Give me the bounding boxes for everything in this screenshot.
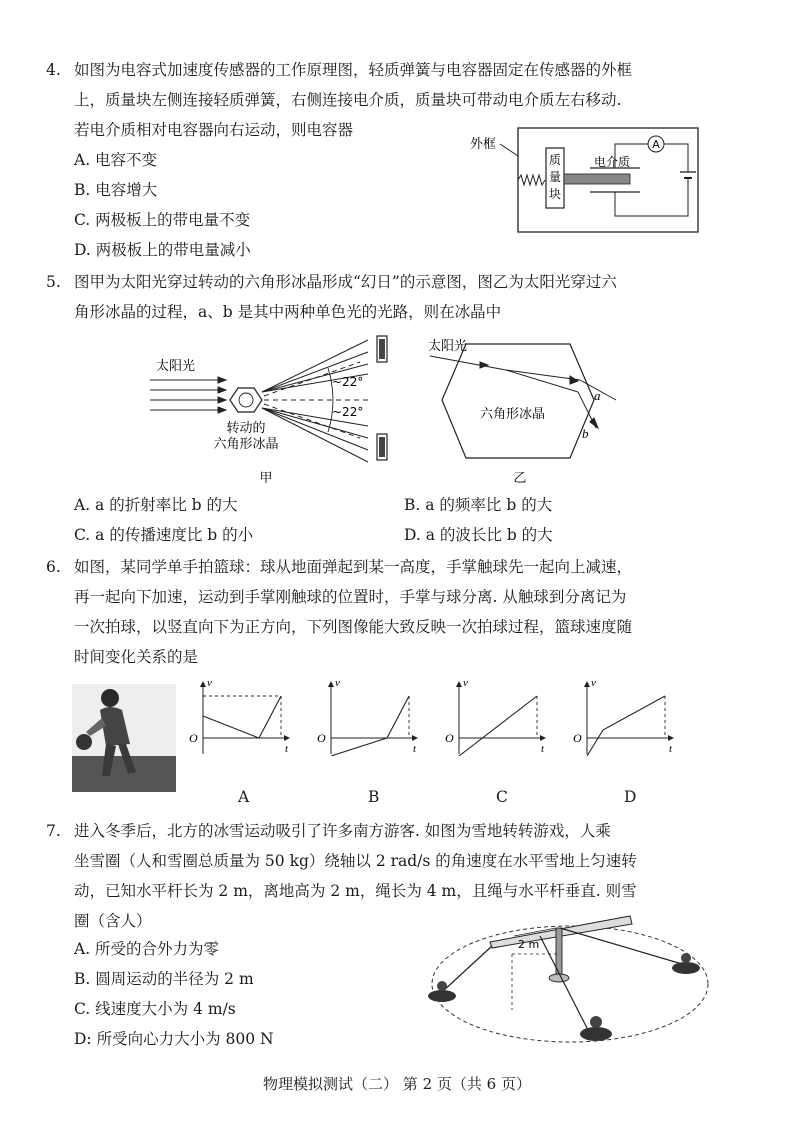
snow-ring-front [580,1027,612,1041]
graph-c-v: v [463,677,468,689]
graph-c-t: t [541,743,545,755]
graph-c-curve [459,696,537,756]
dielectric-slab [564,174,630,184]
graph-b-origin: O [317,731,326,745]
jia-caption: 甲 [259,471,273,486]
q7-number: 7. [46,822,61,840]
graph-b [317,677,417,756]
jia-hexagon [230,388,262,412]
q7-line-2: 坐雪圈（人和雪圈总质量为 50 kg）绕轴以 2 rad/s 的角速度在水平雪地上匀速转 [74,852,637,870]
snow-ring-right [672,962,700,974]
q5-option-c: C. a 的传播速度比 b 的小 [74,526,254,544]
rope-right [560,928,682,964]
q4-line-1: 如图为电容式加速度传感器的工作原理图，轻质弹簧与电容器固定在传感器的外框 [74,61,633,79]
graph-label-d: D [624,788,637,806]
graph-label-a: A [238,788,250,806]
graph-a-curve [203,696,281,738]
block-char-2: 量 [548,170,562,184]
jia-angle-bottom: ~22° [332,405,364,419]
graph-label-b: B [368,788,380,806]
jia-crystal-label-2: 六角形冰晶 [213,437,279,452]
graph-b-curve [331,696,409,756]
q6-line-2: 再一起向下加速，运动到手掌刚触球的位置时，手掌与球分离. 从触球到分离记为 [74,588,627,606]
q5-option-d: D. a 的波长比 b 的大 [404,526,553,544]
q6-line-1: 如图，某同学单手拍篮球：球从地面弹起到某一高度，手掌触球先一起向上减速， [74,558,633,576]
figure-jia [140,330,410,490]
circular-path [432,926,708,1042]
jia-incoming-rays [150,377,226,413]
ammeter-label: A [652,138,660,151]
graph-a-v: v [207,677,212,689]
q5-number: 5. [46,273,61,291]
graph-a-origin: O [189,731,198,745]
dielectric-label: 电介质 [594,155,631,169]
q5-option-a: A. a 的折射率比 b 的大 [74,496,238,514]
q7-line-1: 进入冬季后，北方的冰雪运动吸引了许多南方游客. 如图为雪地转转游戏，人乘 [74,822,611,840]
yi-sunlight-label: 太阳光 [428,339,468,354]
yi-ray-a-label: a [594,388,601,403]
graph-d [573,677,673,756]
yi-crystal-label: 六角形冰晶 [480,407,546,422]
vt-graphs [185,676,765,756]
snow-ring-figure [420,906,720,1056]
rod-length-label: 2 m [518,938,540,951]
block-char-3: 块 [548,187,562,201]
q4-number: 4. [46,61,61,79]
q5-option-b: B. a 的频率比 b 的大 [404,496,553,514]
spring [518,175,545,185]
q4-line-3: 若电介质相对电容器向右运动，则电容器 [74,121,354,139]
graph-b-v: v [335,677,340,689]
q7-option-a: A. 所受的合外力为零 [74,940,220,958]
graph-c [445,677,545,756]
q7-option-d: D: 所受向心力大小为 800 N [74,1030,274,1048]
basketball-player-photo [72,684,176,792]
q4-option-d: D. 两极板上的带电量减小 [74,241,251,259]
graph-a [189,677,289,755]
q4-line-2: 上，质量块左侧连接轻质弹簧，右侧连接电介质，质量块可带动电介质左右移动. [74,91,622,109]
graph-d-origin: O [573,731,582,745]
figure-yi [420,330,620,490]
rope-front [540,936,588,1030]
block-char-1: 质 [548,153,562,167]
rope-left [442,946,492,992]
q7-line-4: 圈（含人） [74,912,152,930]
q5-line-1: 图甲为太阳光穿过转动的六角形冰晶形成“幻日”的示意图，图乙为太阳光穿过六 [74,273,617,291]
jia-angle-top: ~22° [332,375,364,389]
q7-option-c: C. 线速度大小为 4 m/s [74,1000,236,1018]
graph-d-curve [587,696,665,756]
graph-a-t: t [285,743,289,755]
frame-label: 外框 [470,137,497,152]
q7-option-b: B. 圆周运动的半径为 2 m [74,970,254,988]
graph-d-t: t [669,743,673,755]
graph-label-c: C [496,788,508,806]
q6-line-3: 一次拍球，以竖直向下为正方向，下列图像能大致反映一次拍球过程，篮球速度随 [74,618,633,636]
q7-line-3: 动，已知水平杆长为 2 m，离地高为 2 m，绳长为 4 m，且绳与水平杆垂直. 则雪 [74,882,637,900]
basketball [76,734,92,750]
capacitor-sensor-figure [470,122,710,237]
graph-c-origin: O [445,731,454,745]
jia-sunlight-label: 太阳光 [156,359,196,374]
q6-number: 6. [46,558,61,576]
jia-crystal-label-1: 转动的 [226,421,266,436]
graph-d-v: v [591,677,596,689]
q4-option-b: B. 电容增大 [74,181,158,199]
yi-hexagon [442,344,594,458]
yi-caption: 乙 [513,471,527,486]
q4-option-c: C. 两极板上的带电量不变 [74,211,251,229]
q4-option-a: A. 电容不变 [74,151,158,169]
q6-line-4: 时间变化关系的是 [74,648,199,666]
page-footer: 物理模拟测试（二） 第 2 页（共 6 页） [263,1075,531,1093]
snow-ring-left [428,990,456,1002]
graph-b-t: t [413,743,417,755]
q5-line-2: 角形冰晶的过程，a、b 是其中两种单色光的光路，则在冰晶中 [74,303,502,321]
yi-ray-b-label: b [582,426,589,441]
